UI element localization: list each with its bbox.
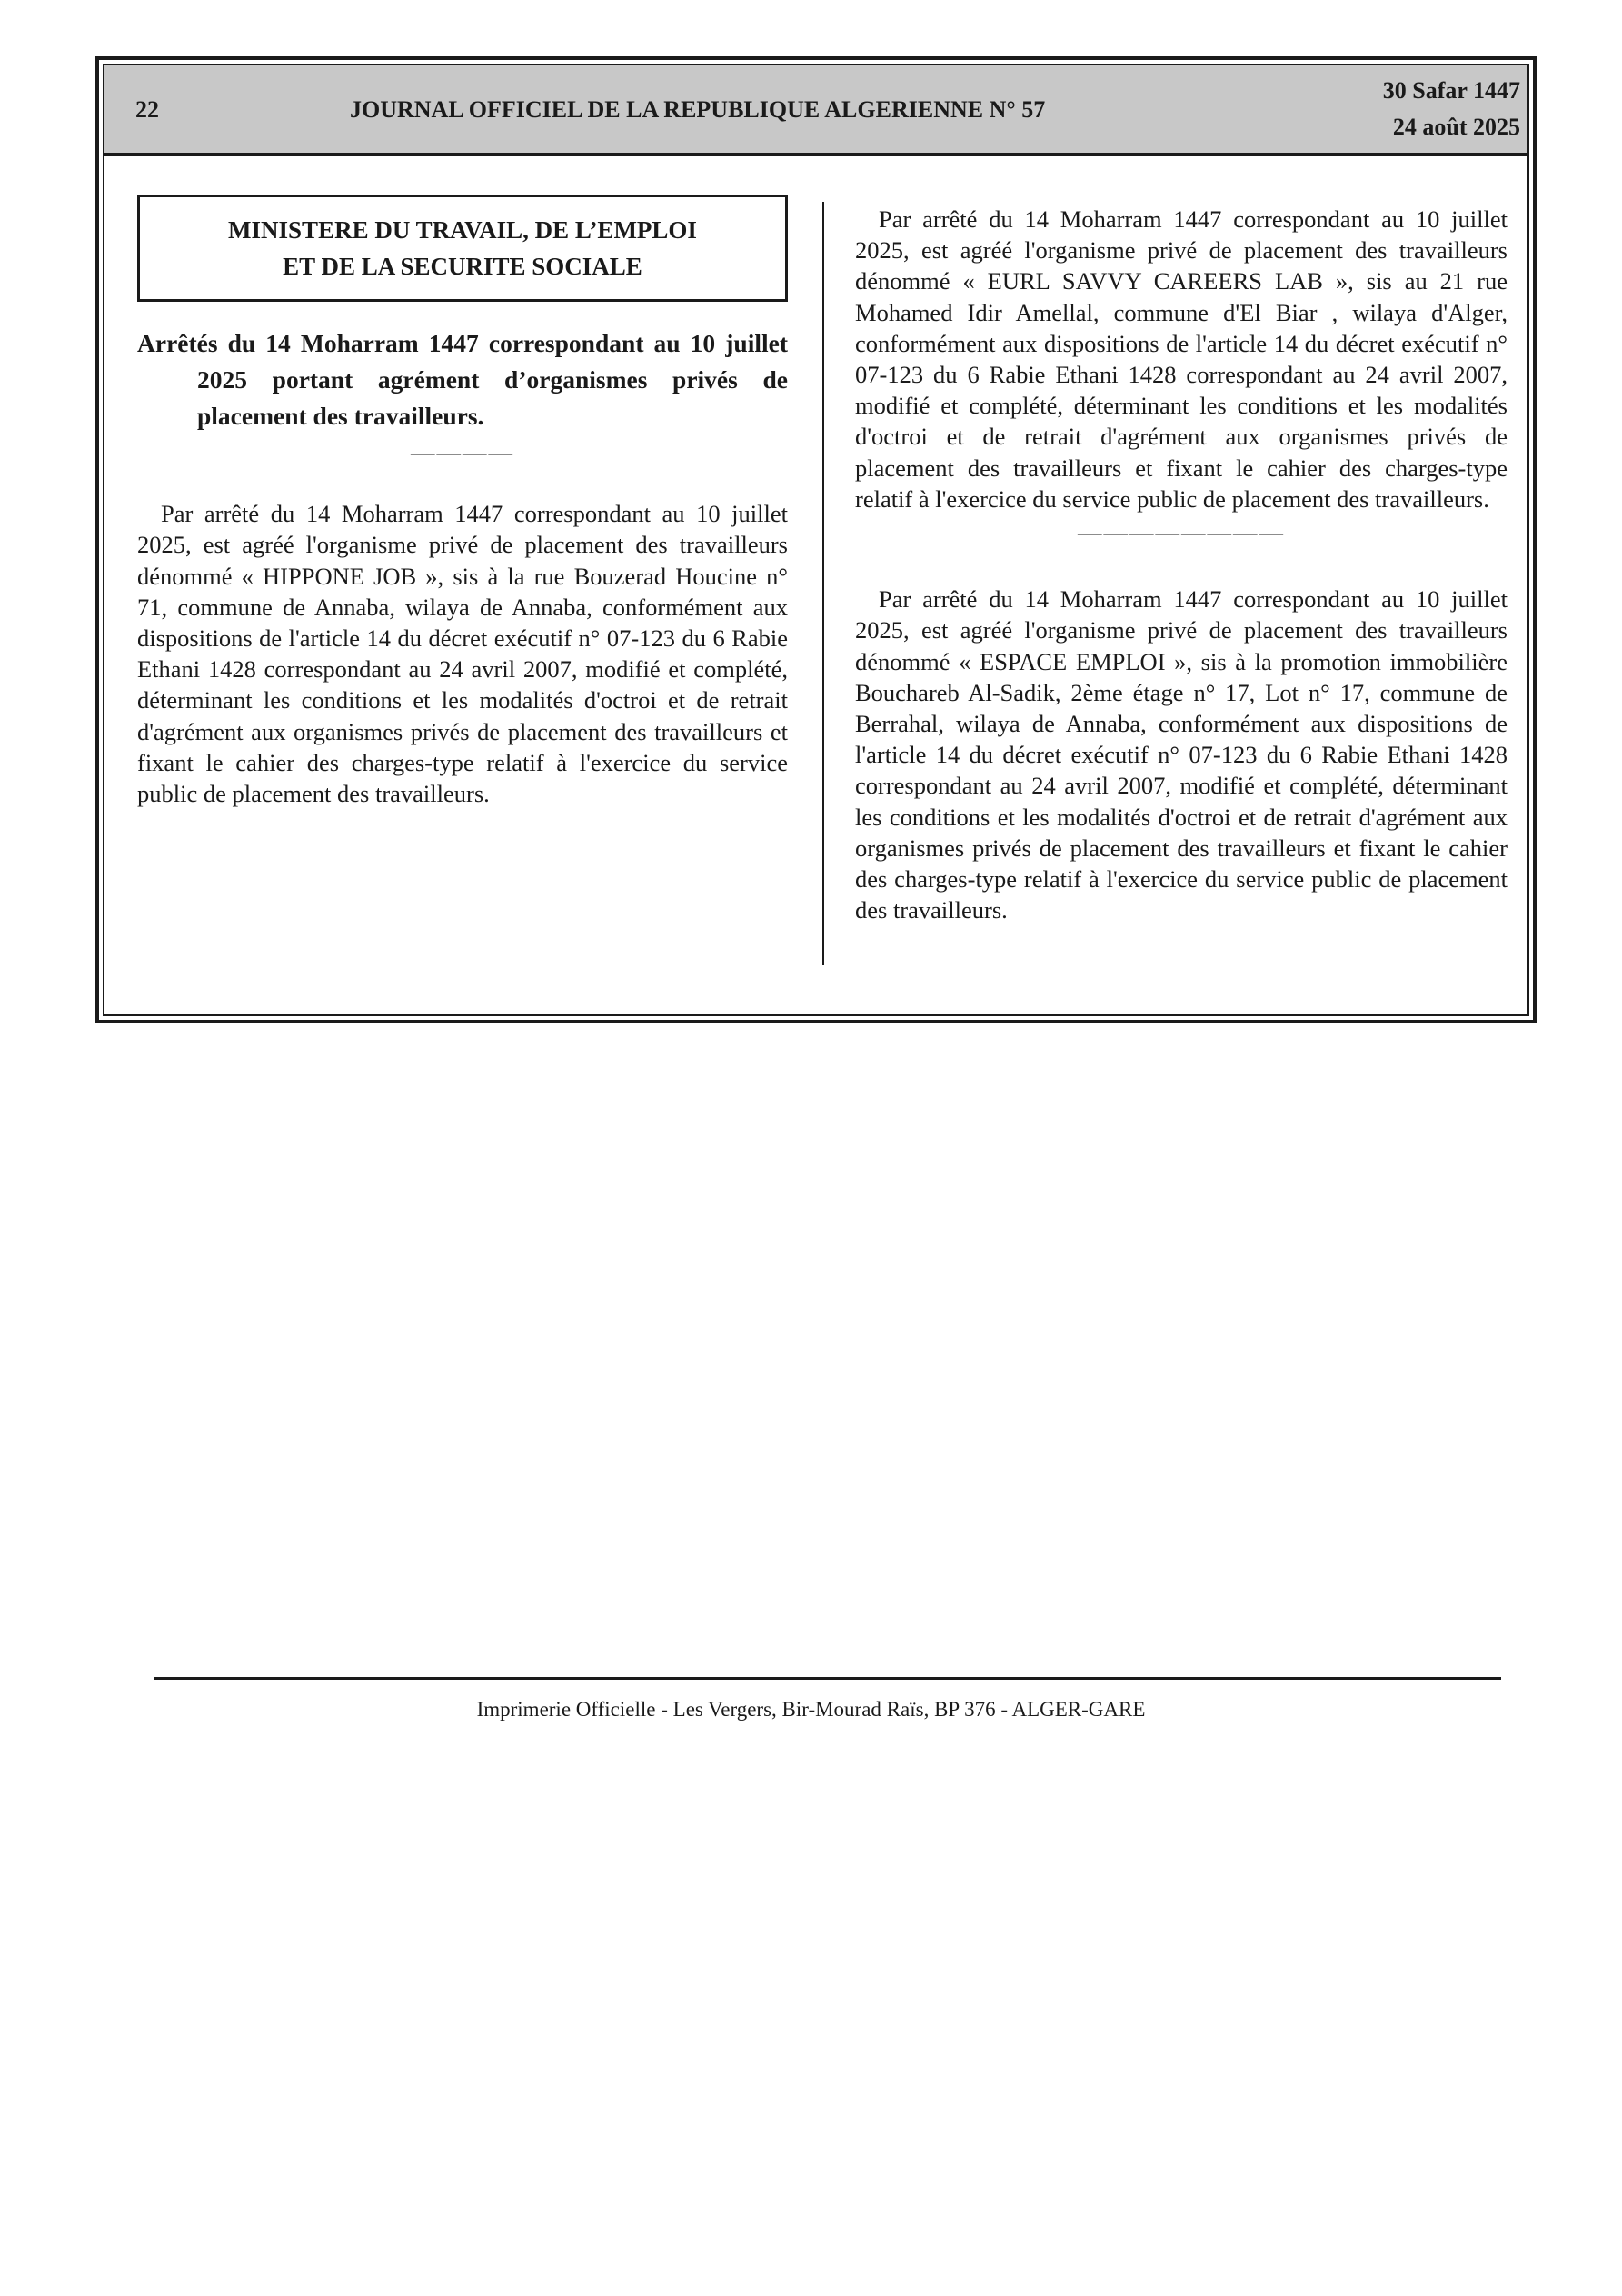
date-hijri: 30 Safar 1447 [1382, 77, 1520, 104]
journal-header [104, 65, 1527, 156]
arrete-title: Arrêtés du 14 Moharram 1447 correspondant au 10 juillet 2025 portant agrément d’organismes privés de placement des travailleurs. [137, 329, 788, 430]
arrete-paragraph: Par arrêté du 14 Moharram 1447 correspondant au 10 juillet 2025, est agréé l'organisme privé de placement des travailleurs dénommé « ESPACE EMPLOI », sis à la promotion immobilière Bouchareb Al-Sadik, 2ème étage n° 17, Lot n° 17, commune de Berrahal, wilaya de Annaba, conformément aux dispositions de l'article 14 du décret exécutif n° 07-123 du 6 Rabie Ethani 1428 correspondant au 24 avril 2007, modifié et complété, déterminant les conditions et les modalités d'octroi et de retrait d'agrément aux organismes privés de placement des travailleurs et fixant le cahier des charges-type relatif à l'exercice du service public de placement des travailleurs. [855, 585, 1508, 924]
separator: ———————— [1078, 518, 1285, 546]
arrete-paragraph: Par arrêté du 14 Moharram 1447 correspondant au 10 juillet 2025, est agréé l'organisme privé de placement des travailleurs dénommé « HIPPONE JOB », sis à la rue Bouzerad Houcine n° 71, commune de Annaba, wilaya de Annaba, conformément aux dispositions de l'article 14 du décret exécutif n° 07-123 du 6 Rabie Ethani 1428 correspondant au 24 avril 2007, modifié et complété, déterminant les conditions et les modalités d'octroi et de retrait d'agrément aux organismes privés de placement des travailleurs et fixant le cahier des charges-type relatif à l'exercice du service public de placement des travailleurs. [137, 500, 788, 808]
page-frame [95, 56, 1537, 1023]
arrete-paragraph: Par arrêté du 14 Moharram 1447 correspondant au 10 juillet 2025, est agréé l'organisme privé de placement des travailleurs dénommé « EURL SAVVY CAREERS LAB », sis au 21 rue Mohamed Idir Amellal, commune d'El Biar , wilaya d'Alger, conformément aux dispositions de l'article 14 du décret exécutif n° 07-123 du 6 Rabie Ethani 1428 correspondant au 24 avril 2007, modifié et complété, déterminant les conditions et les modalités d'octroi et de retrait d'agrément aux organismes privés de placement des travailleurs et fixant le cahier des charges-type relatif à l'exercice du service public de placement des travailleurs. [855, 205, 1508, 513]
journal-title: JOURNAL OFFICIEL DE LA REPUBLIQUE ALGERIENNE N° 57 [350, 96, 1046, 123]
printer-footer: Imprimerie Officielle - Les Vergers, Bir-Mourad Raïs, BP 376 - ALGER-GARE [476, 1698, 1146, 1721]
separator: ———— [411, 438, 514, 465]
ministry-heading-box [137, 195, 788, 302]
page-frame-inner [103, 64, 1529, 1016]
ministry-line-2: ET DE LA SECURITE SOCIALE [283, 253, 642, 280]
left-column [137, 195, 788, 809]
footer-rule [154, 1677, 1501, 1680]
ministry-line-1: MINISTERE DU TRAVAIL, DE L’EMPLOI [228, 216, 697, 244]
right-column [855, 204, 1508, 925]
page-number: 22 [135, 96, 159, 123]
issue-date [1383, 73, 1520, 145]
date-gregorian: 24 août 2025 [1392, 114, 1520, 140]
column-divider [822, 202, 824, 965]
